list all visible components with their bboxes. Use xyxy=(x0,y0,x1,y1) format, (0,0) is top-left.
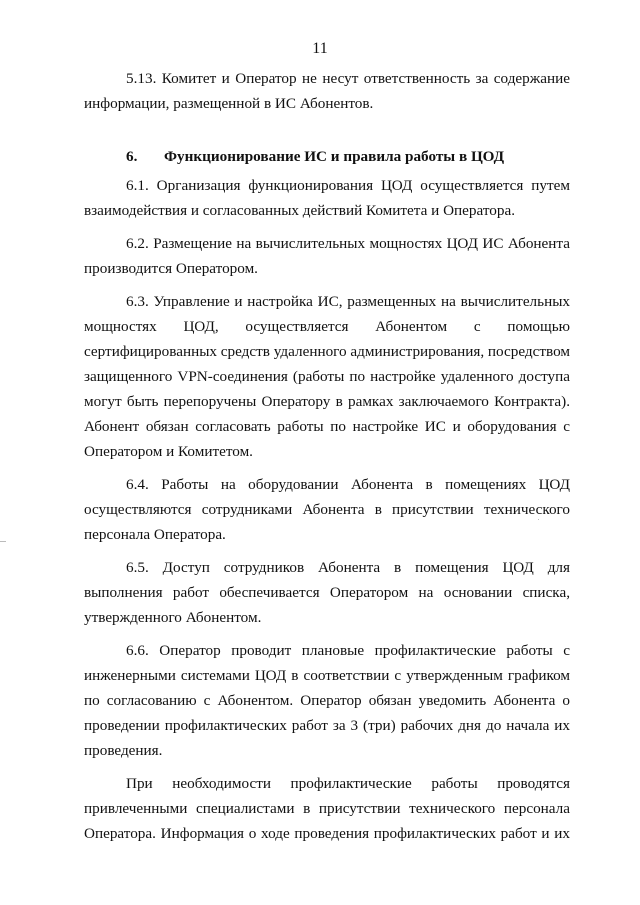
paragraph-6-6: 6.6. Оператор проводит плановые профилактические работы с инженерными системами ЦОД в соответствии с утвержденным графиком по согласованию с Абонентом. Оператор обязан уведомить Абонента о проведении профилактических работ за 3 (три) рабочих дня до начала их проведения. xyxy=(84,642,570,759)
paragraph-6-1: 6.1. Организация функционирования ЦОД осуществляется путем взаимодействия и согласованных действий Комитета и Оператора. xyxy=(84,177,570,219)
section-heading-title: Функционирование ИС и правила работы в ЦОД xyxy=(164,148,505,165)
section-heading-number: 6. xyxy=(126,148,138,165)
scan-mark-right xyxy=(538,519,539,520)
paragraph-6-3: 6.3. Управление и настройка ИС, размещенных на вычислительных мощностях ЦОД, осуществляется Абонентом с помощью сертифицированных средств удаленного администрирования, посредством защищенного VPN-соединения (работы по настройке удаленного доступа могут быть перепоручены Оператору в рамках заключаемого Контракта). Абонент обязан согласовать работы по настройке ИС и оборудования с Оператором и Комитетом. xyxy=(84,293,570,460)
section-heading-6 xyxy=(84,144,570,169)
document-content xyxy=(84,66,570,846)
paragraph-5-13: 5.13. Комитет и Оператор не несут ответственность за содержание информации, размещенной в ИС Абонентов. xyxy=(84,70,570,112)
paragraph-continuation: При необходимости профилактические работы проводятся привлеченными специалистами в присутствии технического персонала Оператора. Информация о ходе проведения профилактических работ и их xyxy=(84,775,570,842)
paragraph-6-5: 6.5. Доступ сотрудников Абонента в помещения ЦОД для выполнения работ обеспечивается Оператором на основании списка, утвержденного Абонентом. xyxy=(84,559,570,626)
paragraph-6-2: 6.2. Размещение на вычислительных мощностях ЦОД ИС Абонента производится Оператором. xyxy=(84,235,570,277)
scan-mark-left xyxy=(0,541,6,542)
page-number: 11 xyxy=(312,40,328,57)
paragraph-6-4: 6.4. Работы на оборудовании Абонента в помещениях ЦОД осуществляются сотрудниками Абонента в присутствии технического персонала Оператора. xyxy=(84,476,570,543)
